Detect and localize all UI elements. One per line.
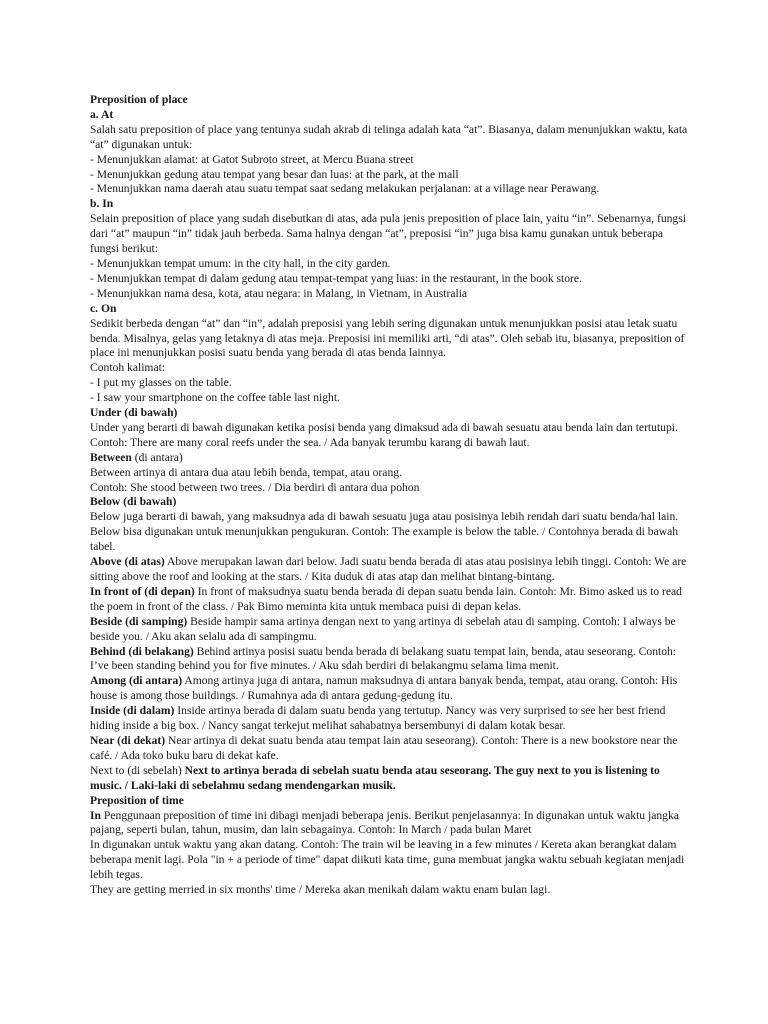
paragraph-on-intro: Sedikit berbeda dengan “at” dan “in”, adalah preposisi yang lebih sering digunakan untuk menunjukkan posisi atau letak suatu benda. Misalnya, gelas yang letaknya di atas meja. Preposisi ini memiliki arti, “di atas”. Oleh sebab itu, biasanya, preposition of place ini menunjukkan posisi suatu benda yang berada di atas benda lainnya.: [90, 316, 685, 360]
list-item: - Menunjukkan tempat di dalam gedung atau tempat-tempat yang luas: in the restaurant, in the book store.: [90, 271, 582, 285]
list-item: - Menunjukkan gedung atau tempat yang besar dan luas: at the park, at the mall: [90, 167, 459, 181]
paragraph-below: Below juga berarti di bawah, yang maksudnya ada di bawah sesuatu juga atau posisinya lebih rendah dari suatu benda/hal lain. Below bisa digunakan untuk menunjukkan pengukuran. Contoh: The example is below the table. / Contohnya berada di bawah tabel.: [90, 510, 679, 554]
example-time: They are getting merried in six months' time / Mereka akan menikah dalam waktu enam bulan lagi.: [90, 883, 551, 897]
paragraph-above: Above (di atas) Above merupakan lawan dari below. Jadi suatu benda berada di atas atau posisinya lebih tinggi. Contoh: We are sitting above the roof and looking at the stars. / Kita duduk di atas atap dan melihat bintang-bintang.: [90, 555, 687, 583]
paragraph-near: Near (di dekat) Near artinya di dekat suatu benda atau tempat lain atau seseorang). Contoh: There is a new bookstore near the café. / Ada toko buku baru di dekat kafe.: [90, 733, 678, 762]
paragraph-in-intro: Selain preposition of place yang sudah disebutkan di atas, ada pula jenis preposition of place lain, yaitu “in”. Sebenarnya, fungsi dari “at” maupun “in” tidak jauh berbeda. Sama halnya dengan “at”, preposisi “in” juga bisa kamu gunakan untuk beberapa fungsi berikut:: [90, 212, 686, 256]
subheading-in: b. In: [90, 197, 114, 211]
paragraph-time-in-future: In digunakan untuk waktu yang akan datang. Contoh: The train wil be leaving in a few minutes / Kereta akan berangkat dalam beberapa menit lagi. Pola "in + a periode of time" dapat diikuti kata time, guna membuat jangka waktu sebuah kegiatan menjadi lebih tegas.: [90, 838, 685, 882]
section-title-time: Preposition of time: [90, 793, 184, 807]
list-item: - Menunjukkan tempat umum: in the city hall, in the city garden.: [90, 256, 391, 270]
list-item: - I saw your smartphone on the coffee table last night.: [90, 391, 340, 405]
example-between: Contoh: She stood between two trees. / Dia berdiri di antara dua pohon: [90, 480, 420, 494]
list-item: - Menunjukkan nama daerah atau suatu tempat saat sedang melakukan perjalanan: at a village near Perawang.: [90, 182, 600, 196]
paragraph-beside: Beside (di samping) Beside hampir sama artinya dengan next to yang artinya di sebelah atau di samping. Contoh: I always be beside you. / Aku akan selalu ada di sampingmu.: [90, 614, 676, 643]
subheading-under: Under (di bawah): [90, 406, 178, 420]
example-label: Contoh kalimat:: [90, 361, 166, 375]
subheading-on: c. On: [90, 301, 117, 315]
subheading-between: Between (di antara): [90, 450, 183, 464]
list-item: - I put my glasses on the table.: [90, 376, 232, 390]
paragraph-time-in: In Penggunaan preposition of time ini dibagi menjadi beberapa jenis. Berikut penjelasannya: In digunakan untuk waktu jangka pajang, seperti bulan, tahun, musim, dan lain sebagainya. Contoh: In March / pada bulan Maret: [90, 808, 679, 837]
subheading-below: Below (di bawah): [90, 495, 177, 509]
paragraph-between: Between artinya di antara dua atau lebih benda, tempat, atau orang.: [90, 465, 402, 479]
paragraph-among: Among (di antara) Among artinya juga di antara, namun maksudnya di antara banyak benda, tempat, atau orang. Contoh: His house is among those buildings. / Rumahnya ada di antara gedung-gedung itu.: [90, 674, 678, 703]
list-item: - Menunjukkan alamat: at Gatot Subroto street, at Mercu Buana street: [90, 152, 414, 166]
paragraph-under: Under yang berarti di bawah digunakan ketika posisi benda yang dimaksud ada di bawah sesuatu atau benda lain dan tertutupi.: [90, 420, 678, 434]
paragraph-inside: Inside (di dalam) Inside artinya berada di dalam suatu benda yang tertutup. Nancy was very surprised to see her best friend hiding inside a big box. / Nancy sangat terkejut melihat sahabatnya bersembunyi di dalam kotak besar.: [90, 704, 666, 733]
paragraph-behind: Behind (di belakang) Behind artinya posisi suatu benda berada di belakang suatu tempat lain, benda, atau seseorang. Contoh: I’ve been standing behind you for five minutes. / Aku sdah berdiri di belakangmu selama lima menit.: [90, 644, 677, 673]
paragraph-next-to: Next to (di sebelah) Next to artinya berada di sebelah suatu benda atau seseorang. The guy next to you is listening to music. / Laki-laki di sebelahmu sedang mendengarkan musik.: [90, 763, 660, 792]
paragraph-in-front-of: In front of (di depan) In front of maksudnya suatu benda berada di depan suatu benda lain. Contoh: Mr. Bimo asked us to read the poem in front of the class. / Pak Bimo meminta kita untuk membaca puisi di depan kelas.: [90, 584, 682, 613]
list-item: - Menunjukkan nama desa, kota, atau negara: in Malang, in Vietnam, in Australia: [90, 286, 468, 300]
paragraph-at-intro: Salah satu preposition of place yang tentunya sudah akrab di telinga adalah kata “at”. Biasanya, dalam menunjukkan waktu, kata “at” digunakan untuk:: [90, 122, 688, 151]
section-title-place: Preposition of place: [90, 93, 188, 106]
example-under: Contoh: There are many coral reefs under the sea. / Ada banyak terumbu karang di bawah laut.: [90, 435, 530, 449]
document-body: [90, 93, 690, 898]
subheading-at: a. At: [90, 107, 114, 121]
